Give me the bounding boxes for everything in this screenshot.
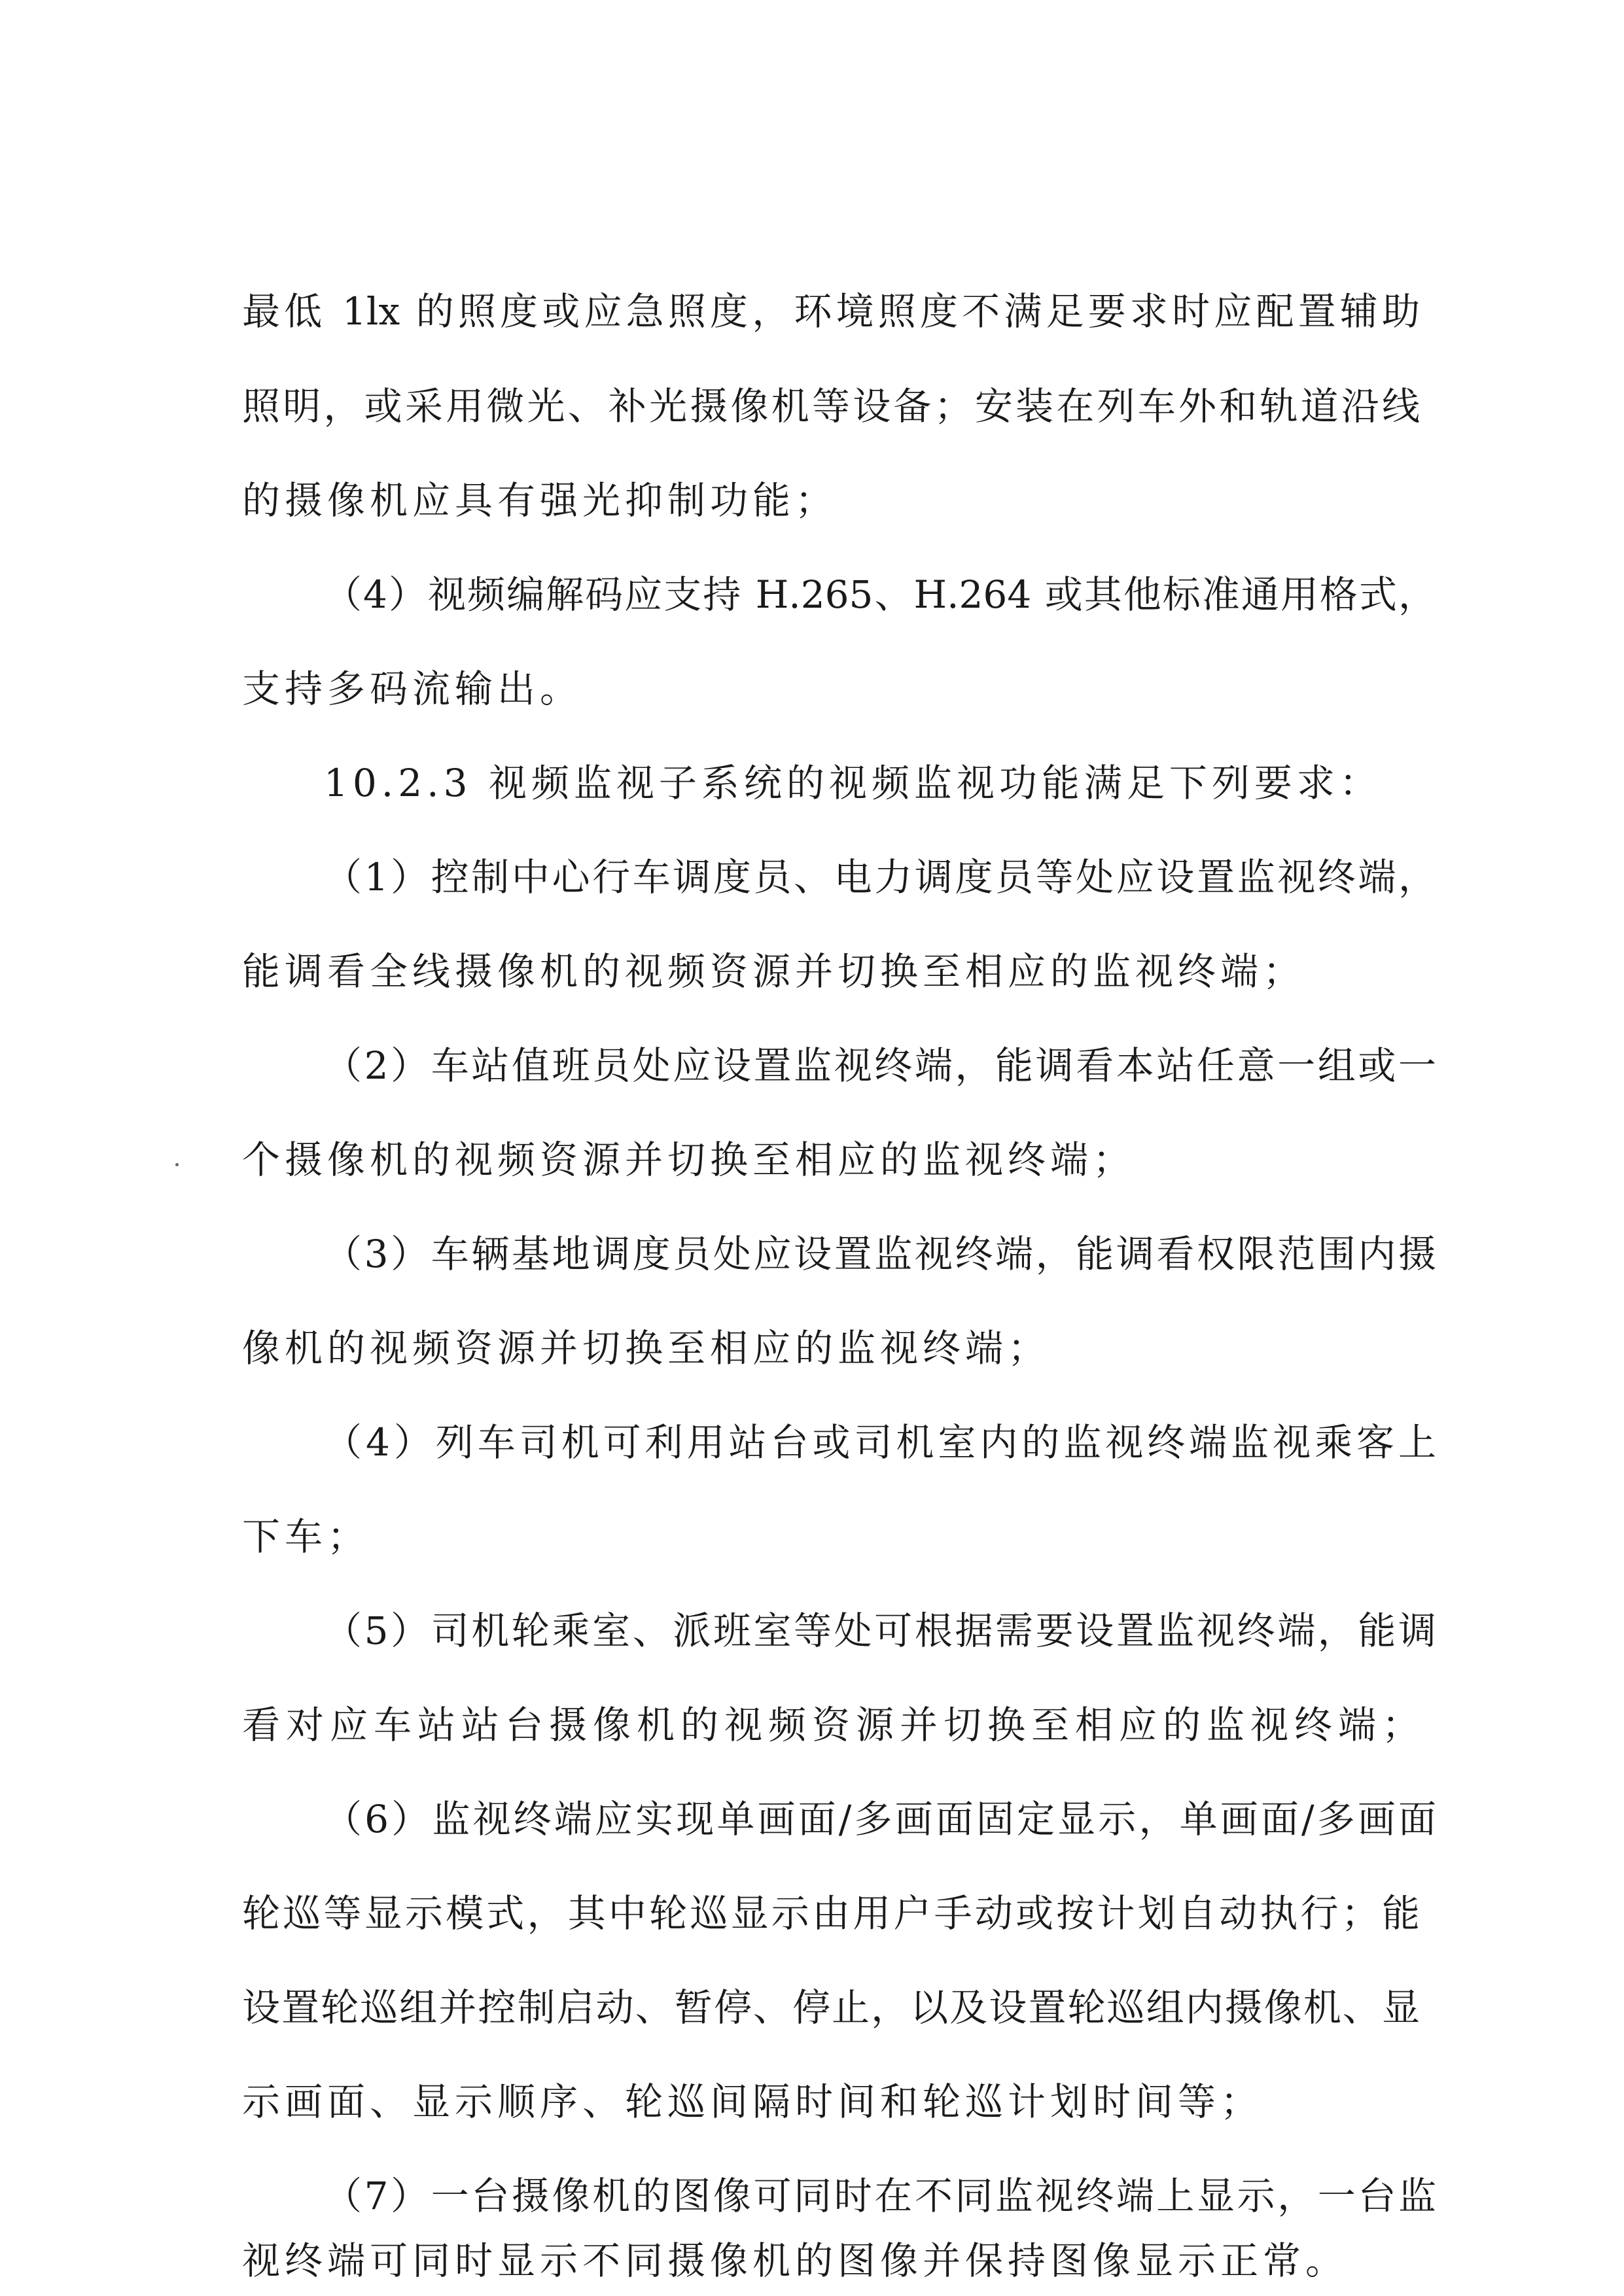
text-line: 示画面、显示顺序、轮巡间隔时间和轮巡计划时间等； [242, 2079, 1263, 2124]
text-line: （3）车辆基地调度员处应设置监视终端，能调看权限范围内摄 [324, 1232, 1436, 1276]
text-line: （7）一台摄像机的图像可同时在不同监视终端上显示，一台监 [324, 2174, 1436, 2218]
scan-speck [175, 1163, 179, 1166]
text-line: 设置轮巡组并控制启动、暂停、停止，以及设置轮巡组内摄像机、显 [242, 1985, 1420, 2030]
text-line: 像机的视频资源并切换至相应的监视终端； [242, 1326, 1051, 1370]
text-line: 照明，或采用微光、补光摄像机等设备；安装在列车外和轨道沿线 [242, 384, 1420, 428]
text-line: 看对应车站站台摄像机的视频资源并切换至相应的监视终端； [242, 1703, 1420, 1747]
text-line: （2）车站值班员处应设置监视终端，能调看本站任意一组或一 [324, 1043, 1436, 1088]
text-line: （4）视频编解码应支持 H.265、H.264 或其他标准通用格式， [324, 572, 1436, 617]
text-line: 轮巡等显示模式，其中轮巡显示由用户手动或按计划自动执行；能 [242, 1891, 1420, 1936]
text-line: 最低 1lx 的照度或应急照度，环境照度不满足要求时应配置辅助 [242, 289, 1420, 334]
text-line: （5）司机轮乘室、派班室等处可根据需要设置监视终端，能调 [324, 1609, 1436, 1653]
text-line: 的摄像机应具有强光抑制功能； [242, 478, 838, 523]
text-line: 下车； [242, 1514, 370, 1559]
text-line: 个摄像机的视频资源并切换至相应的监视终端； [242, 1138, 1136, 1182]
text-line: （6）监视终端应实现单画面/多画面固定显示，单画面/多画面 [324, 1797, 1436, 1841]
section-heading: 10.2.3 视频监视子系统的视频监视功能满足下列要求： [324, 761, 1382, 805]
text-line: （4）列车司机可利用站台或司机室内的监视终端监视乘客上 [324, 1420, 1436, 1465]
text-line: （1）控制中心行车调度员、电力调度员等处应设置监视终端， [324, 855, 1436, 899]
text-line: 能调看全线摄像机的视频资源并切换至相应的监视终端； [242, 949, 1306, 994]
text-line: 支持多码流输出。 [242, 667, 583, 711]
text-line: 视终端可同时显示不同摄像机的图像并保持图像显示正常。 [242, 2238, 1349, 2283]
